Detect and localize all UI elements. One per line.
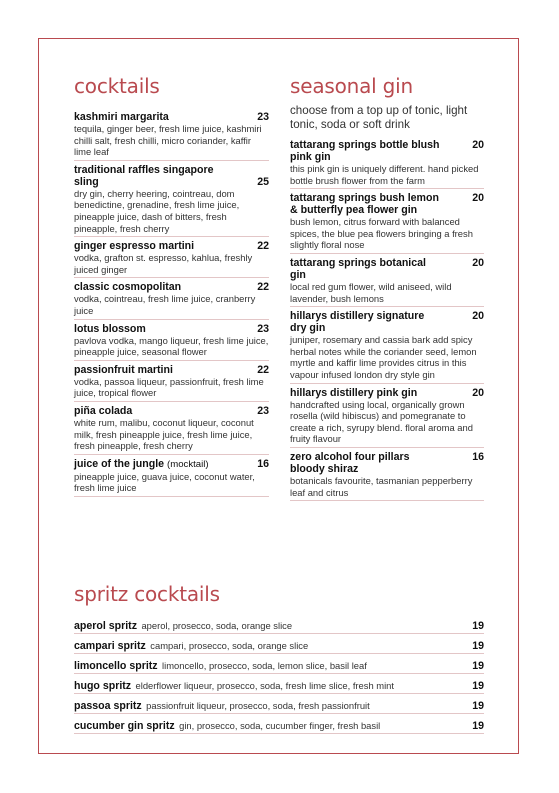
spritz-description: gin, prosecco, soda, cucumber finger, fresh basil [179, 720, 381, 731]
spritz-row [74, 654, 484, 674]
menu-item [74, 161, 269, 237]
spritz-price: 19 [472, 640, 484, 652]
item-description: juniper, rosemary and cassia bark add spicy herbal notes while the coriander seed, lemon myrtle and kaffir lime provides citrus in this vapour infused london dry style gin [290, 334, 477, 380]
spritz-description: limoncello, prosecco, soda, lemon slice, basil leaf [162, 660, 367, 671]
item-description: vodka, cointreau, fresh lime juice, cranberry juice [74, 293, 256, 316]
menu-item [290, 384, 484, 448]
spritz-row [74, 714, 484, 734]
item-name: kashmiri margarita [74, 111, 169, 123]
item-price: 20 [472, 256, 484, 269]
item-description: pavlova vodka, mango liqueur, fresh lime juice, pineapple juice, seasonal flower [74, 334, 269, 358]
cocktails-section [74, 74, 269, 497]
menu-item [290, 307, 484, 383]
item-price: 16 [257, 457, 269, 470]
item-name: ginger espresso martini [74, 240, 195, 253]
spritz-row [74, 634, 484, 654]
spritz-description: elderflower liqueur, prosecco, soda, fresh lime slice, fresh mint [135, 680, 394, 691]
item-name-suffix: (mocktail) [167, 458, 209, 470]
item-price: 20 [472, 386, 484, 399]
menu-item [290, 136, 484, 189]
item-price: 20 [472, 192, 484, 205]
item-name: classic cosmopolitan [74, 281, 182, 294]
seasonal-gin-heading: seasonal gin [290, 74, 414, 98]
cocktails-heading: cocktails [74, 74, 160, 98]
spritz-heading: spritz cocktails [74, 582, 220, 606]
item-name: tattarang springs botanical gin [290, 256, 426, 281]
item-description: vodka, grafton st. espresso, kahlua, freshly juiced ginger [74, 252, 253, 275]
menu-item [74, 361, 269, 402]
menu-item [290, 189, 484, 254]
item-price: 23 [257, 322, 269, 335]
spritz-name: aperol spritz [74, 620, 137, 632]
spritz-row [74, 614, 484, 634]
spritz-name: limoncello spritz [74, 660, 158, 672]
menu-item [74, 402, 269, 455]
item-price: 25 [257, 175, 269, 188]
item-price: 23 [257, 404, 269, 417]
item-name: zero alcohol four pillars bloody shiraz [290, 450, 410, 475]
menu-item [74, 455, 269, 497]
item-name: tattarang springs bush lemon & butterfly pea flower gin [290, 192, 439, 217]
spritz-price: 19 [472, 720, 484, 732]
item-description: local red gum flower, wild aniseed, wild lavender, bush lemons [290, 280, 452, 304]
spritz-price: 19 [472, 700, 484, 712]
item-price: 22 [257, 240, 269, 253]
item-price: 22 [257, 281, 269, 294]
spritz-description: aperol, prosecco, soda, orange slice [141, 620, 293, 631]
seasonal-gin-list [290, 136, 484, 501]
item-name [74, 458, 209, 471]
cocktails-list [74, 108, 269, 497]
spritz-row [74, 694, 484, 714]
item-description: bush lemon, citrus forward with balanced spices, the blue pea flowers bringing a fresh slightly floral nose [290, 216, 473, 251]
item-description: handcrafted using local, organically grown rosella (wild hibiscus) and pomegranate to create a rich, syrupy blend. floral aroma and fruity flavour [290, 398, 473, 445]
menu-item [290, 254, 484, 307]
spritz-row [74, 674, 484, 694]
item-name: traditional raffles singapore sling [74, 163, 214, 188]
item-description: vodka, passoa liqueur, passionfruit, fresh lime juice, tropical flower [74, 375, 264, 399]
seasonal-gin-intro: choose from a top up of tonic, light tonic, soda or soft drink [290, 104, 468, 131]
seasonal-gin-section [290, 74, 484, 501]
item-description: tequila, ginger beer, fresh lime juice, kashmiri chilli salt, fresh chilli, micro coriander, kaffir lime leaf [74, 123, 262, 158]
item-name: passionfruit martini [74, 363, 173, 376]
item-description: pineapple juice, guava juice, coconut water, fresh lime juice [74, 470, 255, 494]
spritz-section [74, 582, 484, 734]
spritz-name: campari spritz [74, 640, 146, 652]
item-name: lotus blossom [74, 322, 146, 335]
item-price: 23 [257, 111, 269, 123]
item-description: white rum, malibu, coconut liqueur, coconut milk, fresh pineapple juice, fresh lime juice, fresh pineapple, fresh cherry [74, 416, 254, 452]
spritz-price: 19 [472, 660, 484, 672]
spritz-name: hugo spritz [74, 680, 132, 692]
item-price: 20 [472, 139, 484, 151]
item-name-text: juice of the jungle [74, 457, 165, 470]
spritz-price: 19 [472, 680, 484, 692]
item-description: this pink gin is uniquely different. hand picked bottle brush flower from the farm [290, 163, 479, 186]
menu-item [74, 108, 269, 161]
menu-item [74, 237, 269, 278]
menu-item [290, 448, 484, 501]
item-price: 22 [257, 363, 269, 376]
spritz-description: campari, prosecco, soda, orange slice [150, 640, 309, 651]
menu-item [74, 278, 269, 319]
item-name: tattarang springs bottle blush pink gin [290, 139, 440, 163]
item-name: hillarys distillery pink gin [290, 386, 418, 399]
spritz-description: passionfruit liqueur, prosecco, soda, fresh passionfruit [146, 700, 370, 711]
spritz-name: cucumber gin spritz [74, 720, 175, 732]
item-name: hillarys distillery signature dry gin [290, 310, 425, 335]
item-price: 20 [472, 310, 484, 323]
item-description: dry gin, cherry heering, cointreau, dom benedictine, grenadine, fresh lime juice, pineapple juice, dash of bitters, fresh pineapple, fresh cherry [74, 187, 240, 234]
item-description: botanicals favourite, tasmanian pepperberry leaf and citrus [290, 474, 473, 498]
menu-item [74, 320, 269, 361]
spritz-price: 19 [472, 620, 484, 632]
spritz-name: passoa spritz [74, 700, 142, 712]
item-name: piña colada [74, 404, 133, 417]
item-price: 16 [472, 450, 484, 463]
